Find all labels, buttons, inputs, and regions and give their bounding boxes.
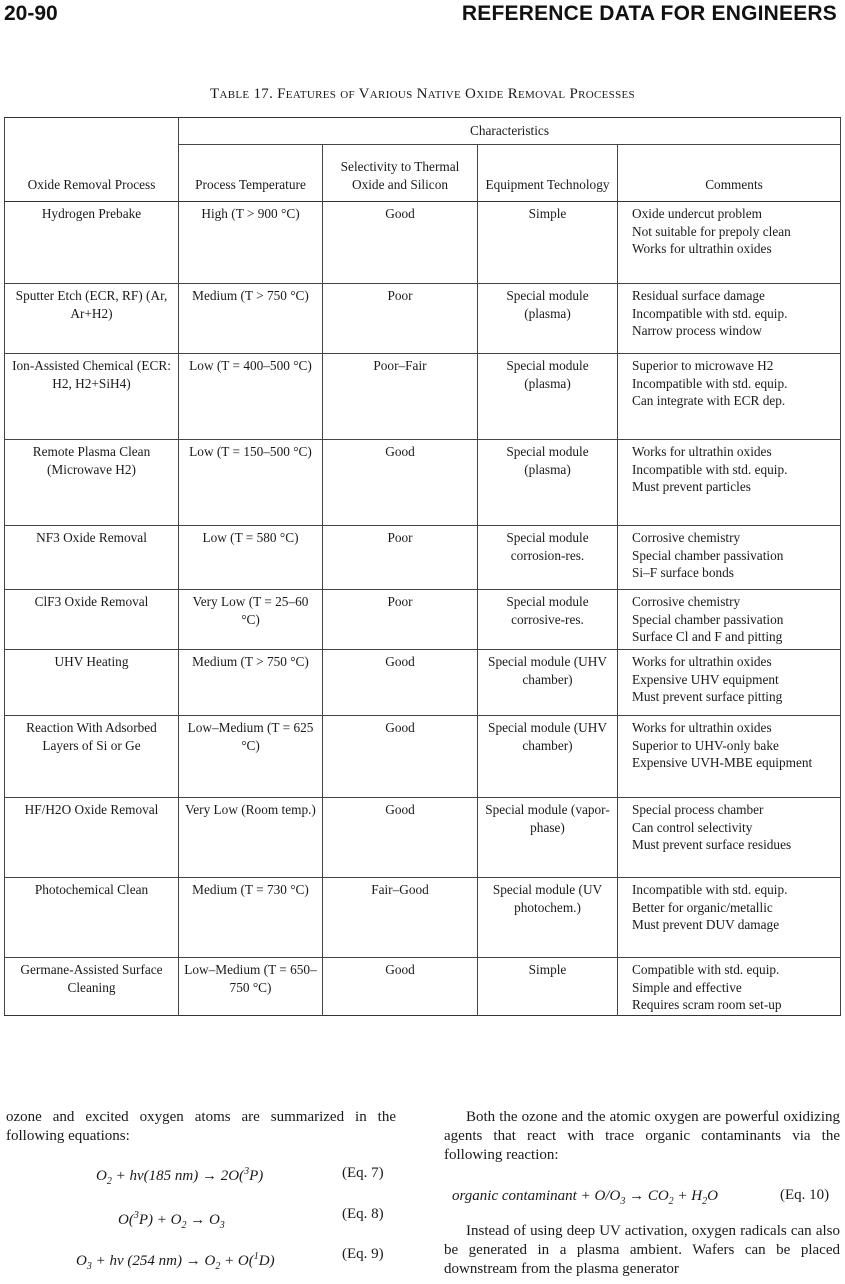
comment-line: Residual surface damage bbox=[632, 288, 765, 303]
cell-selectivity: Good bbox=[323, 958, 478, 1016]
cell-process: HF/H2O Oxide Removal bbox=[24, 802, 159, 817]
equation-9-label: (Eq. 9) bbox=[342, 1246, 384, 1262]
cell-equipment: Special module corrosive-res. bbox=[478, 590, 618, 650]
cell-process: NF3 Oxide Removal bbox=[36, 530, 147, 545]
equation-8: $O(^3P) + O_2 \to O_3$ bbox=[118, 1210, 225, 1231]
comment-line: Works for ultrathin oxides bbox=[632, 241, 772, 256]
cell-process: Ion-Assisted Chemical (ECR: H2, H2+SiH4) bbox=[12, 358, 171, 391]
cell-temperature: Medium (T = 730 °C) bbox=[179, 878, 323, 958]
table-row bbox=[5, 798, 841, 878]
cell-comments bbox=[618, 202, 841, 284]
cell-selectivity: Poor bbox=[323, 526, 478, 590]
cell-process: Sputter Etch (ECR, RF) (Ar, Ar+H2) bbox=[15, 288, 168, 321]
equation-8-label: (Eq. 8) bbox=[342, 1206, 384, 1222]
cell-selectivity: Good bbox=[323, 650, 478, 716]
cell-selectivity: Fair–Good bbox=[323, 878, 478, 958]
cell-temperature: Low–Medium (T = 625 °C) bbox=[179, 716, 323, 798]
comment-line: Superior to UHV-only bake bbox=[632, 737, 779, 753]
comment-line: Must prevent surface pitting bbox=[632, 689, 783, 704]
comment-line: Narrow process window bbox=[632, 323, 762, 338]
table-row bbox=[5, 526, 841, 590]
cell-comments bbox=[618, 650, 841, 716]
comment-line: Corrosive chemistry bbox=[632, 594, 741, 609]
table-row bbox=[5, 284, 841, 354]
cell-process: Hydrogen Prebake bbox=[41, 206, 142, 221]
header-process-temperature: Process Temperature bbox=[179, 145, 323, 202]
table-row bbox=[5, 878, 841, 958]
header-characteristics: Characteristics bbox=[179, 118, 841, 145]
comment-line: Requires scram room set-up bbox=[632, 997, 782, 1012]
comment-line: Must prevent DUV damage bbox=[632, 917, 780, 932]
table-row bbox=[5, 202, 841, 284]
header-oxide-removal-process: Oxide Removal Process bbox=[5, 118, 179, 202]
cell-comments bbox=[618, 798, 841, 878]
cell-equipment: Simple bbox=[478, 958, 618, 1016]
comment-line: Must prevent surface residues bbox=[632, 837, 792, 852]
comment-line: Simple and effective bbox=[632, 979, 742, 995]
comment-line: Expensive UVH-MBE equipment bbox=[632, 755, 813, 770]
cell-equipment: Special module (UV photochem.) bbox=[478, 878, 618, 958]
comment-line: Must prevent particles bbox=[632, 479, 751, 494]
cell-temperature: Low–Medium (T = 650–750 °C) bbox=[179, 958, 323, 1016]
equation-10: organic contaminant + $O/O_3 \to CO_2 + H_2O$ bbox=[452, 1188, 718, 1207]
comment-line: Can control selectivity bbox=[632, 819, 753, 835]
cell-temperature: Low (T = 400–500 °C) bbox=[179, 354, 323, 440]
equation-10-label: (Eq. 10) bbox=[780, 1187, 830, 1203]
comment-line: Works for ultrathin oxides bbox=[632, 444, 772, 459]
book-title: REFERENCE DATA FOR ENGINEERS bbox=[461, 2, 837, 25]
cell-temperature: High (T > 900 °C) bbox=[179, 202, 323, 284]
features-table bbox=[4, 117, 841, 1016]
table-row bbox=[5, 958, 841, 1016]
cell-process: Germane-Assisted Surface Cleaning bbox=[20, 962, 163, 995]
cell-selectivity: Good bbox=[323, 716, 478, 798]
cell-equipment: Simple bbox=[478, 202, 618, 284]
cell-comments bbox=[618, 590, 841, 650]
table-row bbox=[5, 716, 841, 798]
cell-process: ClF3 Oxide Removal bbox=[34, 594, 149, 609]
cell-temperature: Low (T = 150–500 °C) bbox=[179, 440, 323, 526]
comment-line: Incompatible with std. equip. bbox=[632, 461, 788, 477]
comment-line: Oxide undercut problem bbox=[632, 206, 762, 221]
comment-line: Superior to microwave H2 bbox=[632, 358, 774, 373]
cell-comments bbox=[618, 284, 841, 354]
comment-line: Works for ultrathin oxides bbox=[632, 654, 772, 669]
cell-selectivity: Poor–Fair bbox=[323, 354, 478, 440]
comment-line: Not suitable for prepoly clean bbox=[632, 223, 791, 239]
comment-line: Can integrate with ECR dep. bbox=[632, 393, 786, 408]
header-selectivity: Selectivity to Thermal Oxide and Silicon bbox=[323, 145, 478, 202]
cell-comments bbox=[618, 440, 841, 526]
cell-selectivity: Poor bbox=[323, 590, 478, 650]
comment-line: Special chamber passivation bbox=[632, 611, 784, 627]
table-row bbox=[5, 590, 841, 650]
equation-9: $O_3$ + hv (254 $nm) \to O_2 + O(^1D)$ bbox=[76, 1251, 275, 1272]
cell-temperature: Very Low (Room temp.) bbox=[179, 798, 323, 878]
cell-temperature: Medium (T > 750 °C) bbox=[179, 650, 323, 716]
comment-line: Incompatible with std. equip. bbox=[632, 882, 788, 897]
comment-line: Incompatible with std. equip. bbox=[632, 375, 788, 391]
right-column-lower bbox=[444, 1222, 840, 1279]
cell-selectivity: Good bbox=[323, 798, 478, 878]
comment-line: Works for ultrathin oxides bbox=[632, 720, 772, 735]
cell-temperature: Very Low (T = 25–60 °C) bbox=[179, 590, 323, 650]
cell-equipment: Special module (plasma) bbox=[478, 354, 618, 440]
header-equipment: Equipment Technology bbox=[478, 145, 618, 202]
left-column bbox=[6, 1108, 396, 1146]
cell-equipment: Special module (plasma) bbox=[478, 440, 618, 526]
table-row bbox=[5, 440, 841, 526]
comment-line: Special process chamber bbox=[632, 802, 764, 817]
equation-7-label: (Eq. 7) bbox=[342, 1165, 384, 1181]
cell-selectivity: Poor bbox=[323, 284, 478, 354]
equation-7: $O_2 + hv(185$ nm) → 2O($^3$P) bbox=[96, 1166, 264, 1187]
comment-line: Better for organic/metallic bbox=[632, 899, 773, 915]
cell-comments bbox=[618, 526, 841, 590]
cell-comments bbox=[618, 878, 841, 958]
table-row bbox=[5, 354, 841, 440]
cell-equipment: Special module (UHV chamber) bbox=[478, 650, 618, 716]
cell-temperature: Low (T = 580 °C) bbox=[179, 526, 323, 590]
header-comments: Comments bbox=[618, 145, 841, 202]
comment-line: Surface Cl and F and pitting bbox=[632, 629, 783, 644]
table-caption: Table 17. Features of Various Native Oxide Removal Processes bbox=[210, 86, 635, 102]
table-row bbox=[5, 650, 841, 716]
cell-temperature: Medium (T > 750 °C) bbox=[179, 284, 323, 354]
right-column bbox=[444, 1108, 840, 1165]
cell-process: Photochemical Clean bbox=[34, 882, 149, 897]
right-paragraph-1: Both the ozone and the atomic oxygen are powerful oxidizing agents that react with trace organic contaminants via the following reaction: bbox=[444, 1109, 840, 1163]
comment-line: Expensive UHV equipment bbox=[632, 671, 779, 687]
cell-equipment: Special module (vapor-phase) bbox=[478, 798, 618, 878]
cell-comments bbox=[618, 958, 841, 1016]
cell-process: Remote Plasma Clean (Microwave H2) bbox=[32, 444, 151, 477]
cell-comments bbox=[618, 716, 841, 798]
cell-equipment: Special module (UHV chamber) bbox=[478, 716, 618, 798]
cell-selectivity: Good bbox=[323, 440, 478, 526]
cell-comments bbox=[618, 354, 841, 440]
table-body bbox=[5, 202, 841, 1016]
cell-equipment: Special module corrosion-res. bbox=[478, 526, 618, 590]
comment-line: Incompatible with std. equip. bbox=[632, 305, 788, 321]
right-paragraph-2: Instead of using deep UV activation, oxygen radicals can also be generated in a plasma ambient. Wafers can be placed downstream from the plasma generator bbox=[444, 1223, 840, 1277]
cell-process: Reaction With Adsorbed Layers of Si or Ge bbox=[26, 720, 157, 753]
cell-equipment: Special module (plasma) bbox=[478, 284, 618, 354]
comment-line: Compatible with std. equip. bbox=[632, 962, 780, 977]
comment-line: Si–F surface bonds bbox=[632, 565, 734, 580]
page-number: 20-90 bbox=[4, 2, 58, 25]
cell-process: UHV Heating bbox=[54, 654, 129, 669]
cell-selectivity: Good bbox=[323, 202, 478, 284]
left-intro-text: ozone and excited oxygen atoms are summarized in the following equations: bbox=[6, 1109, 396, 1144]
comment-line: Corrosive chemistry bbox=[632, 530, 741, 545]
comment-line: Special chamber passivation bbox=[632, 547, 784, 563]
